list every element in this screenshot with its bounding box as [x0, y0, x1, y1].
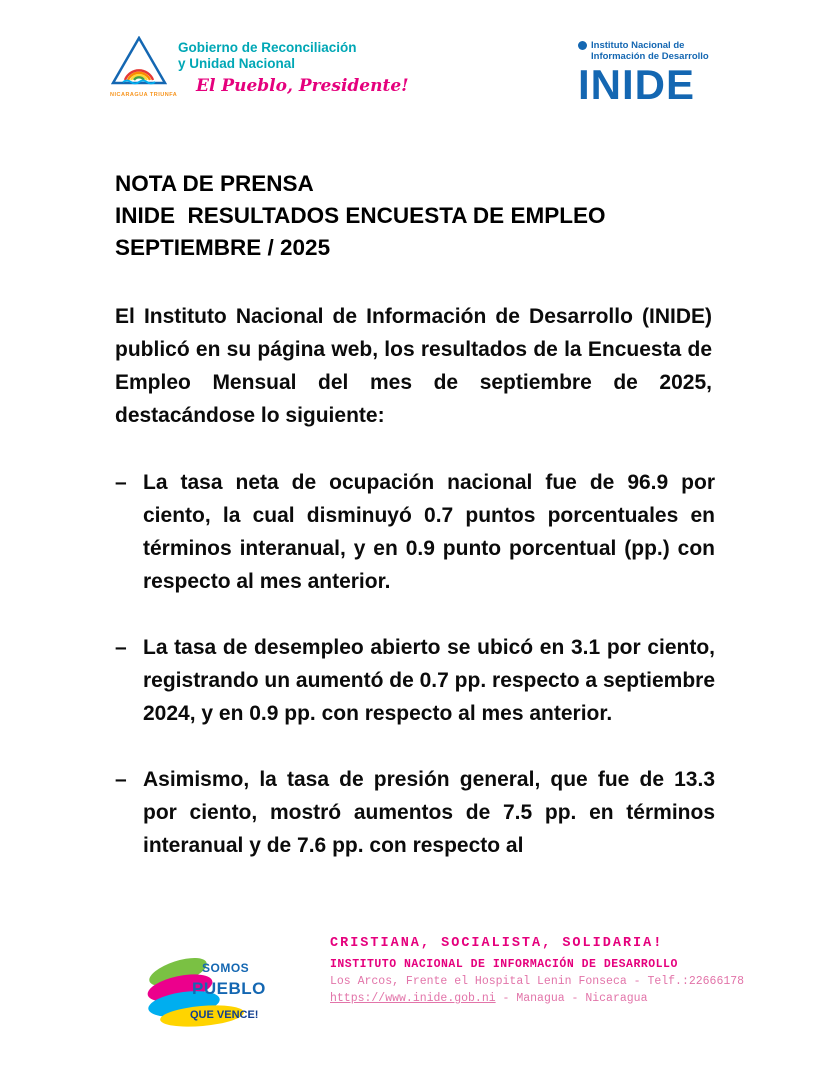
government-logo-text — [178, 36, 409, 96]
footer-location: - Managua - Nicaragua — [495, 992, 648, 1005]
gov-text-line1: Gobierno de Reconciliación — [178, 40, 357, 55]
list-item — [115, 466, 715, 598]
bullet-dash: – — [115, 768, 127, 791]
government-logo — [110, 36, 409, 98]
footer-web-line — [330, 992, 744, 1005]
bullet-dash: – — [115, 636, 127, 659]
bullet-text-3: Asimismo, la tasa de presión general, que fue de 13.3 por ciento, mostró aumentos de 7.5 pp. en términos interanual y de 7.6 pp. con respecto al — [143, 768, 715, 857]
nicaragua-triangle-icon — [111, 36, 167, 86]
document-title — [115, 168, 715, 264]
title-line2: INIDE RESULTADOS ENCUESTA DE EMPLEO — [115, 203, 606, 228]
inide-logo-name — [578, 40, 728, 62]
footer-text-block — [330, 936, 744, 1005]
page-footer — [0, 928, 825, 1048]
title-line3: SEPTIEMBRE / 2025 — [115, 235, 331, 260]
somos-logo-line1: SOMOS — [202, 961, 250, 975]
inide-acronym: INIDE — [578, 61, 696, 108]
footer-slogan: CRISTIANA, SOCIALISTA, SOLIDARIA! — [330, 936, 664, 951]
inide-dot-icon — [578, 41, 587, 50]
somos-logo-line2: PUEBLO — [192, 979, 266, 998]
emblem-caption: NICARAGUA TRIUNFA — [110, 92, 178, 98]
list-item — [115, 631, 715, 730]
inide-logo — [578, 40, 728, 107]
inide-name-line2: Información de Desarrollo — [591, 51, 709, 62]
intro-paragraph: El Instituto Nacional de Información de Desarrollo (INIDE) publicó en su página web, los resultados de la Encuesta de Empleo Mensual del mes de septiembre de 2025, destacándose lo siguiente: — [115, 305, 712, 427]
list-item — [115, 763, 715, 862]
bullet-text-1: La tasa neta de ocupación nacional fue de 96.9 por ciento, la cual disminuyó 0.7 puntos porcentuales en términos interanual, y en 0.9 punto porcentual (pp.) con respecto al mes anterior. — [143, 471, 715, 593]
bullet-text-2: La tasa de desempleo abierto se ubicó en 3.1 por ciento, registrando un aumentó de 0.7 pp. respecto a septiembre 2024, y en 0.9 pp. con respecto al mes anterior. — [143, 636, 715, 725]
title-line1: NOTA DE PRENSA — [115, 171, 314, 196]
website-link[interactable]: https://www.inide.gob.ni — [330, 992, 496, 1005]
bullet-list — [115, 466, 715, 895]
gov-text-line2: y Unidad Nacional — [178, 56, 296, 71]
bullet-dash: – — [115, 471, 127, 494]
footer-address: Los Arcos, Frente el Hospital Lenin Fonseca - Telf.:22666178 — [330, 975, 745, 988]
government-emblem — [110, 36, 178, 98]
footer-institute-name: INSTITUTO NACIONAL DE INFORMACIÓN DE DESARROLLO — [330, 958, 678, 971]
somos-pueblo-logo — [140, 950, 275, 1032]
inide-name-line1: Instituto Nacional de — [591, 40, 685, 51]
gov-slogan: El Pueblo, Presidente! — [196, 76, 409, 96]
somos-logo-line3: QUE VENCE! — [190, 1009, 259, 1021]
